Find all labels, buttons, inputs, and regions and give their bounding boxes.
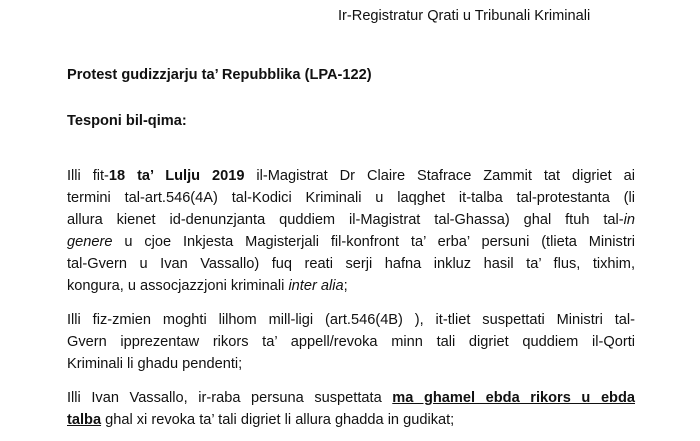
paragraph-2	[67, 309, 635, 375]
paragraph-line: kongura, u assocjazzjoni kriminali inter alia;	[67, 278, 348, 294]
paragraph-line: genere u cjoe Inkjesta Magisterjali fil-konfront ta’ erba’ persuni (tlieta Ministri	[67, 234, 635, 250]
paragraph-line: talba ghal xi revoka ta’ tali digriet li allura ghadda in gudikat;	[67, 412, 455, 428]
paragraph-line: termini tal-art.546(4A) tal-Kodici Kriminali u laqghet it-talba tal-protestanta (li	[67, 190, 635, 206]
paragraph-line: tal-Gvern u Ivan Vassallo) fuq reati serji hafna inkluz hasil ta’ flus, tixhim,	[67, 256, 635, 272]
paragraph-line: Illi Ivan Vassallo, ir-raba persuna suspettata ma ghamel ebda rikors u ebda	[67, 390, 636, 406]
paragraph-line: allura kienet id-denunzjanta quddiem il-Magistrat tal-Ghassa) ghal ftuh tal-in	[67, 212, 635, 228]
document-subtitle: Tesponi bil-qima:	[67, 113, 187, 129]
underlined-emphasis: talba	[67, 412, 102, 428]
date-emphasis: 18 ta’ Lulju 2019	[108, 168, 245, 184]
paragraph-line: Kriminali li ghadu pendenti;	[67, 356, 243, 372]
underlined-emphasis: ma ghamel ebda rikors u ebda	[392, 390, 636, 406]
paragraph-line: Illi fit-18 ta’ Lulju 2019 il-Magistrat Dr Claire Stafrace Zammit tat digriet ai	[67, 168, 635, 184]
paragraph-line: Gvern ipprezentaw rikors ta’ appell/revoka minn tali digriet quddiem il-Qorti	[67, 334, 635, 350]
addressee-line: Ir-Registratur Qrati u Tribunali Kriminali	[338, 8, 591, 24]
paragraph-3	[67, 387, 635, 431]
paragraph-line: Illi fiz-zmien moghti lilhom mill-ligi (art.546(4B) ), it-tliet suspettati Ministri tal-	[67, 312, 635, 328]
document-title: Protest gudizzjarju ta’ Repubblika (LPA-122)	[67, 67, 372, 83]
paragraph-1	[67, 165, 635, 297]
